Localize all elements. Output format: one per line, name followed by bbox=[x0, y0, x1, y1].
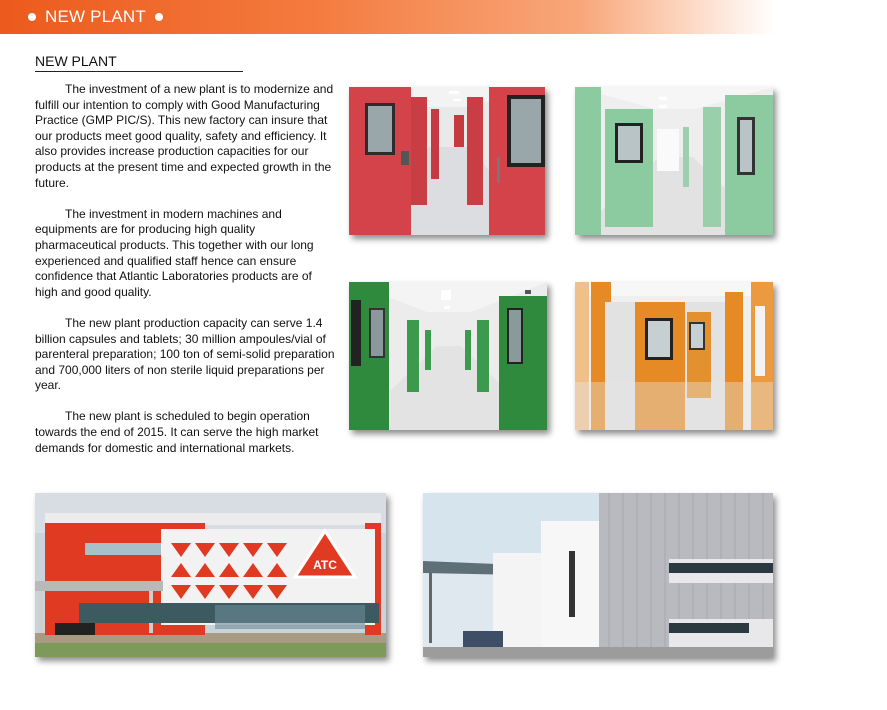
paragraph: The investment in modern machines and equipments are for producing high quality pharmaceutical products. This together with our long experienced and qualified staff hence can ensure confidence that Atlantic Laboratories products are of high and good quality. bbox=[35, 206, 314, 299]
photo-green-door-corridor bbox=[349, 282, 547, 430]
photo-building-facade bbox=[35, 493, 386, 657]
photo-red-door-corridor bbox=[349, 87, 545, 235]
bullet-icon bbox=[28, 13, 36, 21]
paragraph: The investment of a new plant is to modernize and fulfill our intention to comply with Good Manufacturing Practice (GMP PIC/S). This new factory can insure that our products meet good quality, safety and efficiency. It also provides increase production capacities for our products at the present time and expected growth in the future. bbox=[35, 82, 334, 190]
paragraph: The new plant production capacity can serve 1.4 billion capsules and tablets; 30 million ampoules/vial of parenteral preparation; 100 ton of semi-solid preparation and 700,000 liters of non sterile liquid preparations per year. bbox=[35, 315, 335, 393]
building-logo-text: ATC bbox=[313, 558, 337, 572]
photo-mint-door-corridor bbox=[575, 87, 773, 235]
photo-orange-door-room bbox=[575, 282, 773, 430]
section-title: NEW PLANT bbox=[35, 53, 243, 72]
paragraph: The new plant is scheduled to begin operation towards the end of 2015. It can serve the high market demands for domestic and international markets. bbox=[35, 409, 319, 455]
header-banner bbox=[0, 0, 775, 34]
photo-building-side bbox=[423, 493, 773, 657]
body-text bbox=[35, 82, 335, 472]
banner-title-group bbox=[28, 6, 163, 28]
banner-title: NEW PLANT bbox=[45, 7, 146, 26]
bullet-icon bbox=[155, 13, 163, 21]
